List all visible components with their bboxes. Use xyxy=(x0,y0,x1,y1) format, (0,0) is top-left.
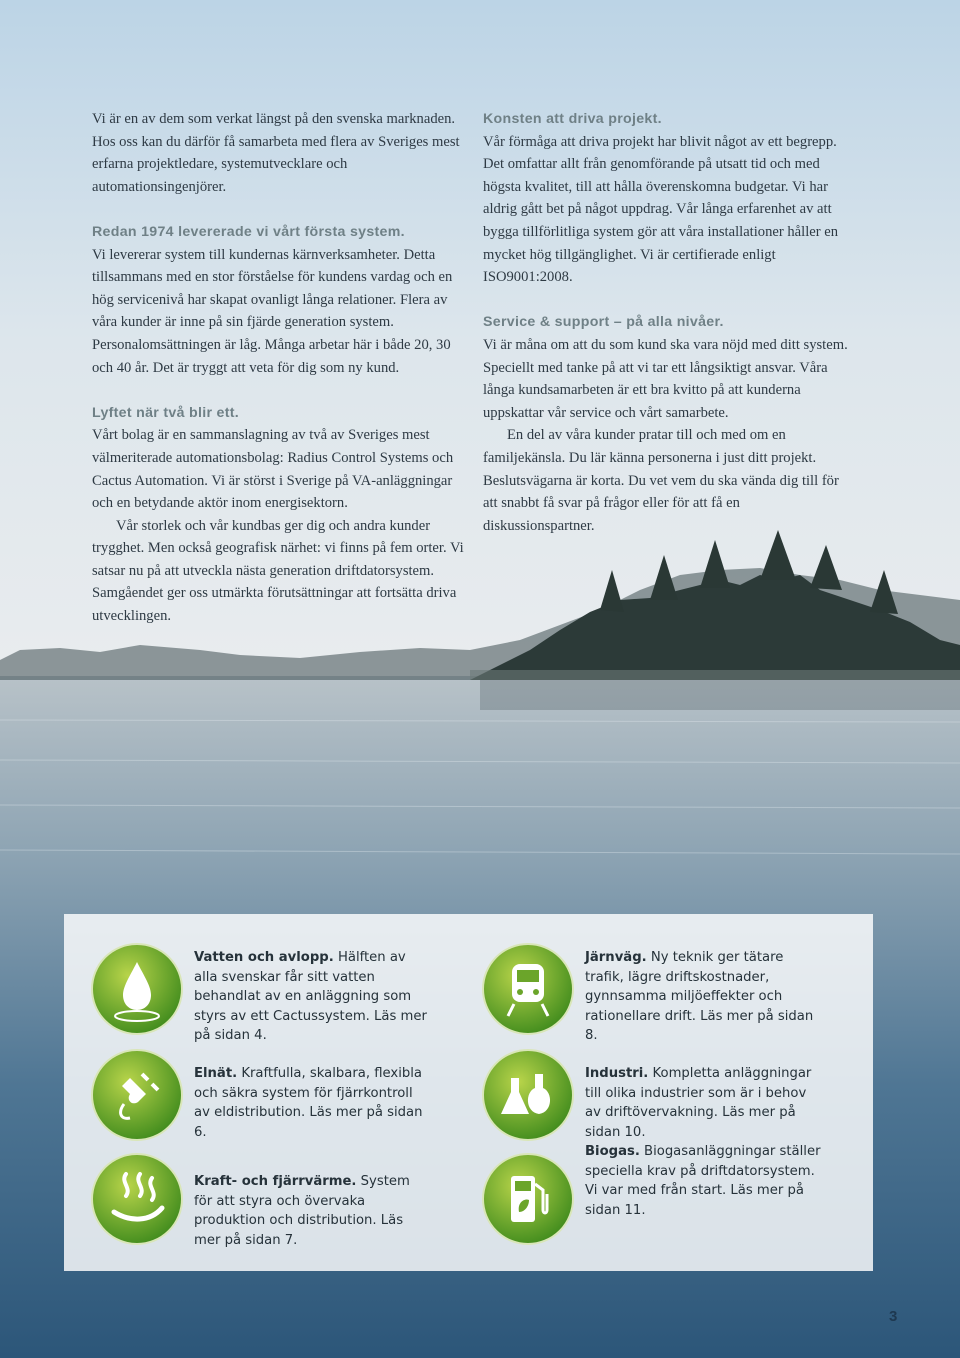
business-areas-panel xyxy=(64,914,873,1271)
right-text-column xyxy=(483,108,853,537)
flask-icon xyxy=(481,1048,575,1142)
paragraph-projects: Vår förmåga att driva projekt har blivit något av ett begrepp. Det omfattar allt från genomförande på utsatt tid och med högsta kvalitet, till att hålla överenskomna budgetar. Vi har aldrig gått bet på något uppdrag. Vår långa erfarenhet av att bygga tillförlitliga system gör att våra installationer håller en mycket hög tillgänglighet. Vi är certifierade enligt ISO9001:2008. xyxy=(483,133,839,286)
page-number: 3 xyxy=(889,1308,898,1325)
area-water-text: Vatten och avlopp. Hälften av alla svenskar får sitt vatten behandlat av en anläggning som styrs av ett Cactussystem. Läs mer på sidan 4. xyxy=(194,950,427,1043)
intro-paragraph: Vi är en av dem som verkat längst på den svenska marknaden. Hos oss kan du därför få samarbeta med flera av Sveriges mest erfarna projektledare, systemutvecklare och automationsingenjörer. xyxy=(92,111,460,195)
heading-projects: Konsten att driva projekt. xyxy=(483,111,662,127)
water-drop-icon xyxy=(90,942,184,1036)
power-plug-icon xyxy=(90,1048,184,1142)
area-biogas-text: Biogas. Biogasanläggningar ställer speciella krav på driftdatorsystem. Vi var med från start. Läs mer på sidan 11. xyxy=(585,1144,821,1218)
area-railway xyxy=(455,942,815,1042)
area-industry xyxy=(455,1048,815,1148)
heading-merger: Lyftet när två blir ett. xyxy=(92,404,239,421)
left-text-column xyxy=(92,108,464,628)
area-biogas xyxy=(455,1144,821,1252)
area-water xyxy=(64,942,427,1043)
paragraph-customers: Vi levererar system till kundernas kärnverksamheter. Detta tillsammans med en stor förståelse för kundens vardag och en hög servicenivå har skapat ovanligt långa relationer. Flera av våra kunder är inne på sin fjärde generation system. Personalomsättningen är låg. Många arbetar här i både 20, 30 och 40 år. Det är tryggt att veta för dig som ny kund. xyxy=(92,246,453,376)
biogas-pump-icon xyxy=(481,1152,575,1246)
heading-service: Service & support – på alla nivåer. xyxy=(483,314,724,331)
area-railway-text: Järnväg. Ny teknik ger tätare trafik, lägre driftskostnader, gynnsamma miljöeffekter och rationellare drift. Läs mer på sidan 8. xyxy=(585,950,814,1043)
heading-1974: Redan 1974 levererade vi vårt första system. xyxy=(92,223,405,240)
area-district-heating xyxy=(64,1152,424,1252)
train-icon xyxy=(481,942,575,1036)
area-industry-text: Industri. Kompletta anläggningar till olika industrier som är i behov av driftövervakning. Läs mer på sidan 10. xyxy=(585,1066,812,1140)
paragraph-size: Vår storlek och vår kundbas ger dig och andra kunder trygghet. Men också geografisk närhet: vi finns på fem orter. Vi satsar nu på att utveckla nästa generation driftdatorsystem. Samgåendet ger oss utmärkta förutsättningar att fortsätta driva utvecklingen. xyxy=(92,517,464,625)
paragraph-merger: Vårt bolag är en sammanslagning av två av Sveriges mest välmeriterade automationsbolag: Radius Control Systems och Cactus Automation. Vi är störst i Sverige på VA-anläggningar och en betydande aktör inom energisektorn. xyxy=(92,427,454,512)
paragraph-family: En del av våra kunder pratar till och med om en familjekänsla. Du lär känna personerna i just ditt projekt. Beslutsvägarna är korta. Du vet vem du ska vända dig till för att snabbt få svar på frågor eller för att få en diskussionspartner. xyxy=(483,427,839,534)
area-power-grid xyxy=(64,1048,424,1148)
heat-steam-icon xyxy=(90,1152,184,1246)
area-power-grid-text: Elnät. Kraftfulla, skalbara, flexibla och säkra system för fjärrkontroll av eldistribution. Läs mer på sidan 6. xyxy=(194,1066,423,1140)
area-district-heating-text: Kraft- och fjärrvärme. System för att styra och övervaka produktion och distribution. Läs mer på sidan 7. xyxy=(194,1174,410,1248)
paragraph-service: Vi är måna om att du som kund ska vara nöjd med ditt system. Speciellt med tanke på att vi tar ett långsiktigt ansvar. Våra långa kundsamarbeten är ett bra kvitto på att kunderna uppskattar vår service och vårt samarbete. xyxy=(483,336,848,421)
